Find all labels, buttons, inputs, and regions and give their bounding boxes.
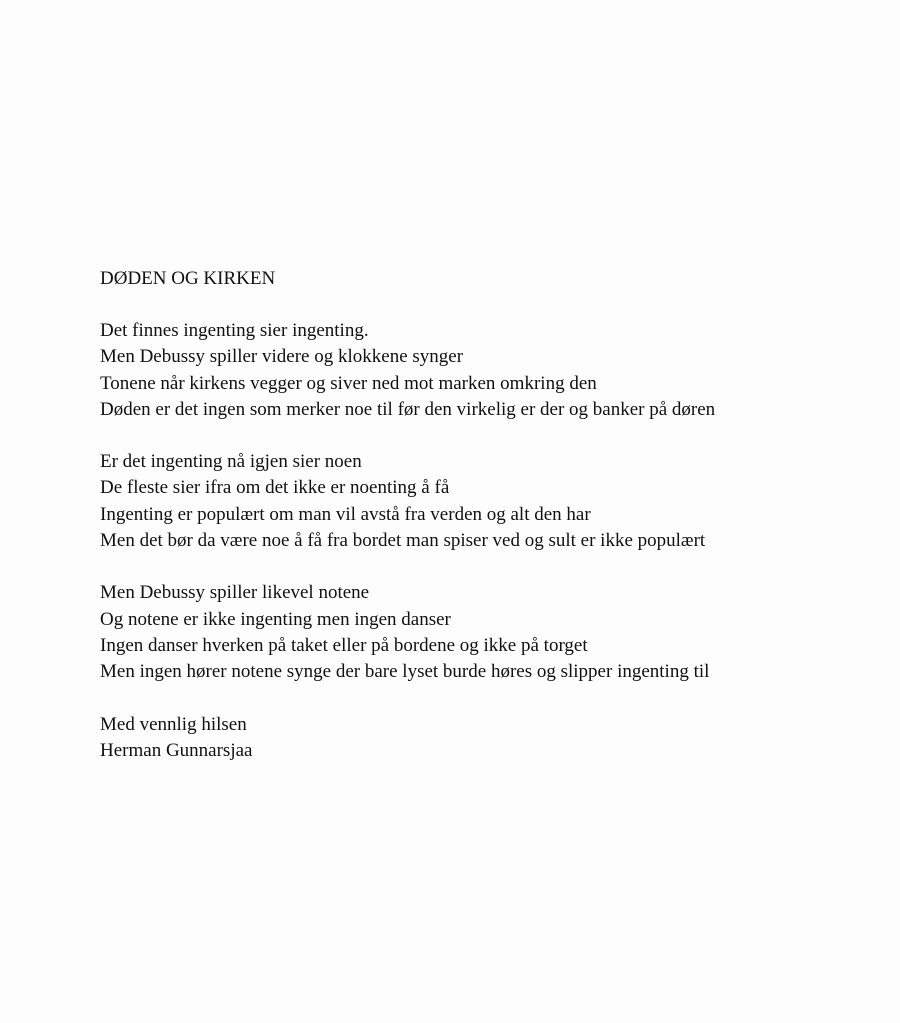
signoff xyxy=(100,712,880,765)
verse-line: Men det bør da være noe å få fra bordet man spiser ved og sult er ikke populært xyxy=(100,530,706,552)
verse-line: Men Debussy spiller likevel notene xyxy=(100,582,370,604)
verse-line: Ingen danser hverken på taket eller på bordene og ikke på torget xyxy=(100,634,588,656)
closing-text: Med vennlig hilsen xyxy=(100,713,247,735)
verse-line: Men ingen hører notene synge der bare lyset burde høres og slipper ingenting til xyxy=(100,661,710,683)
verse-line: Men Debussy spiller videre og klokkene synger xyxy=(100,346,464,368)
stanza-2 xyxy=(100,449,880,554)
verse-line: Og notene er ikke ingenting men ingen danser xyxy=(100,608,451,630)
verse-line: Døden er det ingen som merker noe til før den virkelig er der og banker på døren xyxy=(100,398,716,420)
signature-name: Herman Gunnarsjaa xyxy=(100,739,253,761)
verse-line: Er det ingenting nå igjen sier noen xyxy=(100,451,362,473)
verse-line: Ingenting er populært om man vil avstå fra verden og alt den har xyxy=(100,503,591,525)
stanza-3 xyxy=(100,580,880,685)
verse-line: De fleste sier ifra om det ikke er noenting å få xyxy=(100,477,450,499)
poem-title: DØDEN OG KIRKEN xyxy=(100,268,276,289)
stanza-1 xyxy=(100,318,880,423)
verse-line: Tonene når kirkens vegger og siver ned mot marken omkring den xyxy=(100,372,597,394)
verse-line: Det finnes ingenting sier ingenting. xyxy=(100,320,369,341)
poem-page xyxy=(100,266,880,764)
